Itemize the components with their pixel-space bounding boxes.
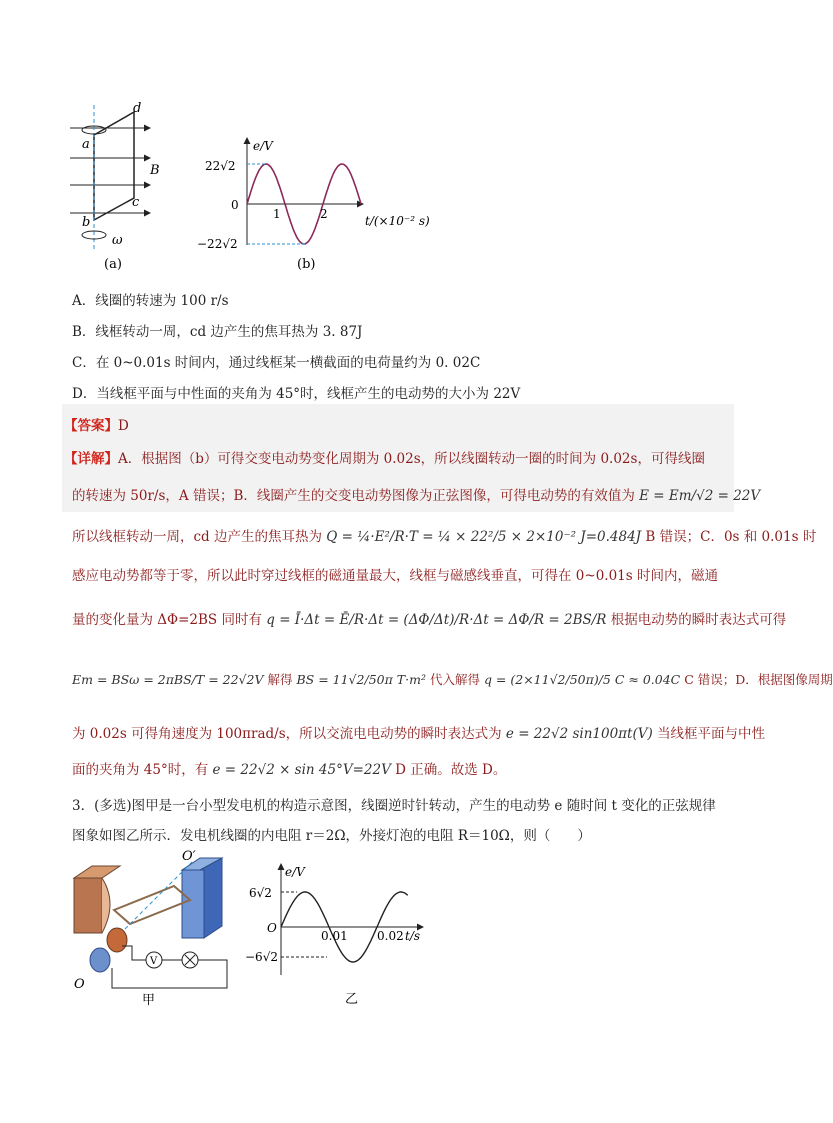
detail-tag: 【详解】 — [64, 451, 118, 467]
figure-b-emf-graph — [195, 130, 445, 275]
ypos-yi: 6√2 — [249, 886, 272, 900]
option-b: B．线框转动一周，cd 边产生的焦耳热为 3. 87J — [72, 324, 363, 340]
ylabel-b: e/V — [253, 139, 273, 153]
detail-line-6: Em = BSω = 2πBS/T = 22√2V 解得 BS = 11√2/50π T·m² 代入解得 q = (2×11√2/50π)/5 C ≈ 0.04C C 错误；D．根据图像周期 — [72, 672, 833, 687]
figure-jia-generator — [62, 848, 237, 1008]
tick-002: 0.02 — [377, 929, 404, 943]
label-B: B — [150, 163, 160, 178]
tick-001: 0.01 — [321, 929, 348, 943]
figure-a-coil-diagram — [60, 100, 170, 275]
figure-yi-emf-graph — [245, 860, 425, 1010]
ylabel-yi: e/V — [285, 865, 305, 879]
label-b: b — [82, 215, 91, 230]
detail-line-5: 量的变化量为 ΔΦ=2BS 同时有 q = Ī·Δt = Ē/R·Δt = (ΔΦ/Δt)/R·Δt = ΔΦ/R = 2BS/R 根据电动势的瞬时表达式可得 — [72, 612, 787, 628]
detail-line-7: 为 0.02s 可得角速度为 100πrad/s，所以交流电电动势的瞬时表达式为 e = 22√2 sin100πt(V) 当线框平面与中性 — [72, 726, 766, 742]
answer-tag: 【答案】 — [64, 418, 118, 434]
label-O: O — [74, 977, 85, 992]
label-d: d — [133, 101, 142, 116]
origin-b: 0 — [231, 198, 239, 212]
formula-charge: q = Ī·Δt = Ē/R·Δt = (ΔΦ/Δt)/R·Δt = ΔΦ/R = 2BS/R — [266, 612, 607, 628]
xlabel-b: t/(×10⁻² s) — [365, 214, 430, 228]
caption-yi: 乙 — [345, 992, 359, 1007]
caption-a: (a) — [104, 257, 122, 272]
detail-line-4: 感应电动势都等于零，所以此时穿过线框的磁通量最大，线框与磁感线垂直，可得在 0~0.01s 时间内，磁通 — [72, 568, 718, 584]
answer-line — [64, 414, 129, 434]
answer-value: D — [118, 418, 129, 434]
formula-bs: BS = 11√2/50π T·m² — [296, 672, 426, 687]
answer-bg — [62, 404, 734, 438]
option-c: C．在 0~0.01s 时间内，通过线框某一横截面的电荷量约为 0. 02C — [72, 355, 481, 371]
voltmeter-label: V — [150, 956, 158, 967]
ypos-b: 22√2 — [205, 159, 236, 173]
q3-line-2: 图象如图乙所示．发电机线圈的内电阻 r＝2Ω，外接灯泡的电阻 R＝10Ω，则（ ） — [72, 828, 591, 844]
q3-line-1: 3．(多选)图甲是一台小型发电机的构造示意图，线圈逆时针转动，产生的电动势 e 随时间 t 变化的正弦规律 — [72, 798, 716, 814]
detail-line-1: 【详解】A．根据图（b）可得交变电动势变化周期为 0.02s，所以线圈转动一圈的时间为 0.02s，可得线圈 — [64, 451, 705, 467]
label-a: a — [82, 137, 90, 152]
yneg-yi: −6√2 — [245, 950, 278, 964]
xlabel-yi: t/s — [405, 929, 421, 943]
label-Oprime: O′ — [182, 849, 196, 864]
yneg-b: −22√2 — [197, 237, 238, 251]
formula-q: q = (2×11√2/50π)/5 C ≈ 0.04C — [483, 672, 681, 687]
tick-1-b: 1 — [273, 207, 281, 221]
option-d: D．当线框平面与中性面的夹角为 45°时，线框产生的电动势的大小为 22V — [72, 386, 521, 402]
detail-line-8: 面的夹角为 45°时，有 e = 22√2 × sin 45°V=22V D 正确。故选 D。 — [72, 762, 507, 778]
label-c: c — [132, 195, 140, 210]
caption-jia: 甲 — [142, 993, 156, 1008]
origin-yi: O — [267, 921, 277, 935]
formula-45: e = 22√2 × sin 45°V=22V — [212, 762, 391, 778]
caption-b: (b) — [297, 257, 316, 272]
option-a: A．线圈的转速为 100 r/s — [72, 293, 229, 309]
formula-effective-emf: E = Em/√2 = 22V — [639, 488, 761, 504]
detail-line-2: 的转速为 50r/s，A 错误；B．线圈产生的交变电动势图像为正弦图像，可得电动势的有效值为 E = Em/√2 = 22V — [72, 488, 761, 504]
label-omega: ω — [112, 233, 123, 248]
detail-line-3: 所以线框转动一周，cd 边产生的焦耳热为 Q = ¼·E²/R·T = ¼ × 22²/5 × 2×10⁻² J=0.484J B 错误；C．0s 和 0.01s 时 — [72, 529, 817, 545]
formula-instant: e = 22√2 sin100πt(V) — [505, 726, 653, 742]
tick-2-b: 2 — [320, 207, 328, 221]
formula-em: Em = BSω = 2πBS/T = 22√2V — [72, 672, 264, 687]
formula-heat: Q = ¼·E²/R·T = ¼ × 22²/5 × 2×10⁻² J=0.484J — [326, 529, 642, 545]
